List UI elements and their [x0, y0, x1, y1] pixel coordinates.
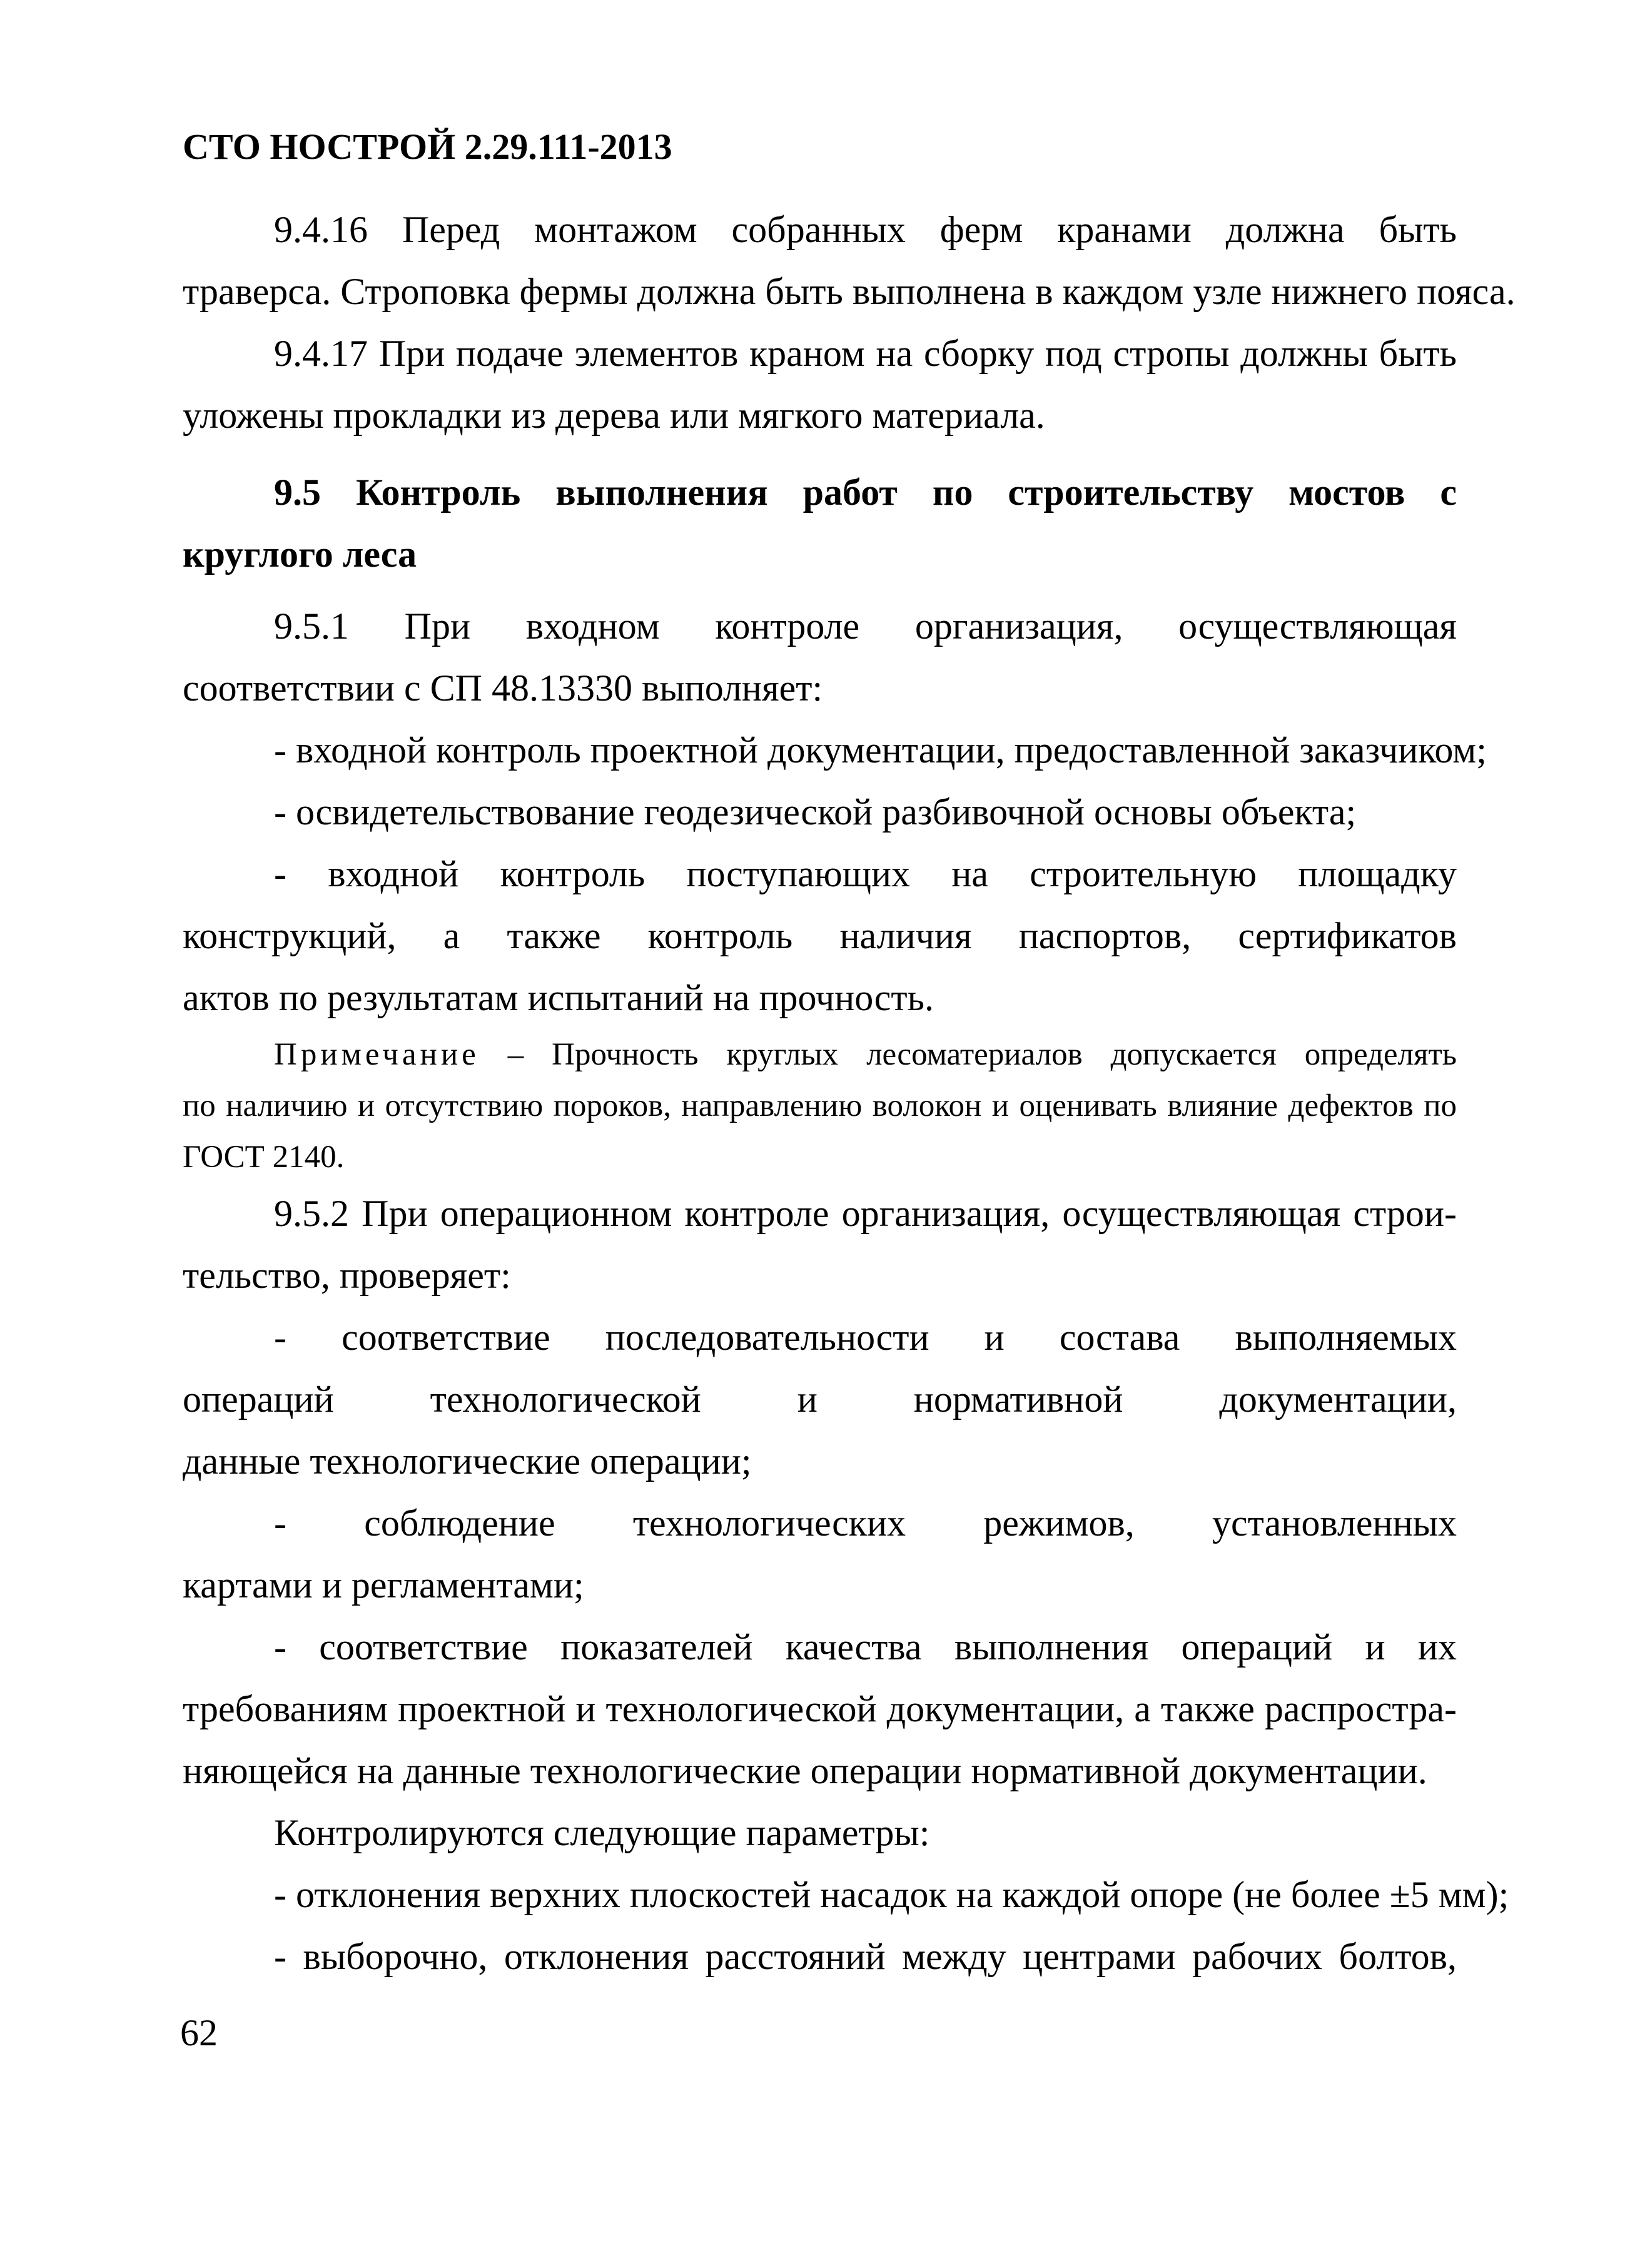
text-line: - соответствие последовательности и состава выполняемых [274, 1317, 1457, 1358]
text-line: - входной контроль поступающих на строительную площадку [274, 853, 1457, 894]
list-item: - освидетельствование геодезической разбивочной основы объекта; [274, 791, 1357, 833]
text-line: 9.5.2 При операционном контроле организация, осуществляющая строи- [274, 1193, 1457, 1234]
text-line: траверса. Строповка фермы должна быть выполнена в каждом узле нижнего пояса. [183, 271, 1516, 312]
paragraph-9-5-2 [183, 1183, 1457, 1307]
paragraph-9-4-17 [183, 323, 1457, 447]
spacer [183, 585, 1457, 595]
text-line: уложены прокладки из дерева или мягкого материала. [183, 395, 1045, 436]
text-line: ГОСТ 2140. [183, 1140, 345, 1175]
text-line: конструкций, а также контроль наличия паспортов, сертификатов [183, 915, 1457, 956]
paragraph-9-4-16 [183, 199, 1516, 323]
text-line: - соответствие показателей качества выполнения операций и их [274, 1626, 1457, 1668]
text-line: актов по результатам испытаний на прочность. [183, 977, 934, 1018]
list-item: - входной контроль проектной документации, предоставленной заказчиком; [274, 729, 1487, 771]
heading-line: 9.5 Контроль выполнения работ по строительству мостов с [274, 472, 1457, 513]
text-line: 9.5.1 При входном контроле организация, осуществляющая [274, 605, 1457, 647]
text-line: данные технологические операции; [183, 1440, 752, 1482]
page-body [183, 199, 1516, 1988]
text-line: соответствии с СП 48.13330 выполняет: [183, 667, 823, 709]
text-line: требованиям проектной и технологической документации, а также распростра- [183, 1688, 1457, 1729]
spacer [183, 447, 1457, 462]
text-line: тельство, проверяет: [183, 1255, 511, 1296]
list-item [183, 1492, 1457, 1616]
text-line: - соблюдение технологических режимов, установленных [274, 1502, 1457, 1544]
list-item: - отклонения верхних плоскостей насадок на каждой опоре (не более ±5 мм); [274, 1874, 1509, 1915]
text-line: операций технологической и нормативной документации, [183, 1379, 1457, 1420]
list-item: - выборочно, отклонения расстояний между центрами рабочих болтов, [274, 1936, 1457, 1977]
list-item [183, 1307, 1457, 1492]
page-number: 62 [180, 2012, 218, 2053]
text-line: 9.4.16 Перед монтажом собранных ферм кранами должна быть [274, 209, 1457, 250]
text-line: картами и регламентами; [183, 1564, 584, 1606]
note-label: Примечание [274, 1037, 480, 1072]
document-header: СТО НОСТРОЙ 2.29.111-2013 [183, 126, 672, 167]
paragraph-9-5-1 [183, 595, 1457, 719]
text-line: Контролируются следующие параметры: [274, 1812, 930, 1853]
text-line: няющейся на данные технологические операции нормативной документации. [183, 1750, 1427, 1791]
text-line: по наличию и отсутствию пороков, направлению волокон и оценивать влияние дефектов по [183, 1088, 1457, 1123]
note [183, 1029, 1457, 1183]
heading-line: круглого леса [183, 534, 417, 575]
text-line [183, 1029, 1457, 1080]
list-item [183, 1616, 1457, 1802]
list-item [183, 843, 1457, 1029]
section-heading-9-5 [183, 462, 1457, 585]
text-line: 9.4.17 При подаче элементов краном на сборку под стропы должны быть [274, 333, 1457, 374]
note-text: – Прочность круглых лесоматериалов допускается определять [507, 1037, 1457, 1072]
